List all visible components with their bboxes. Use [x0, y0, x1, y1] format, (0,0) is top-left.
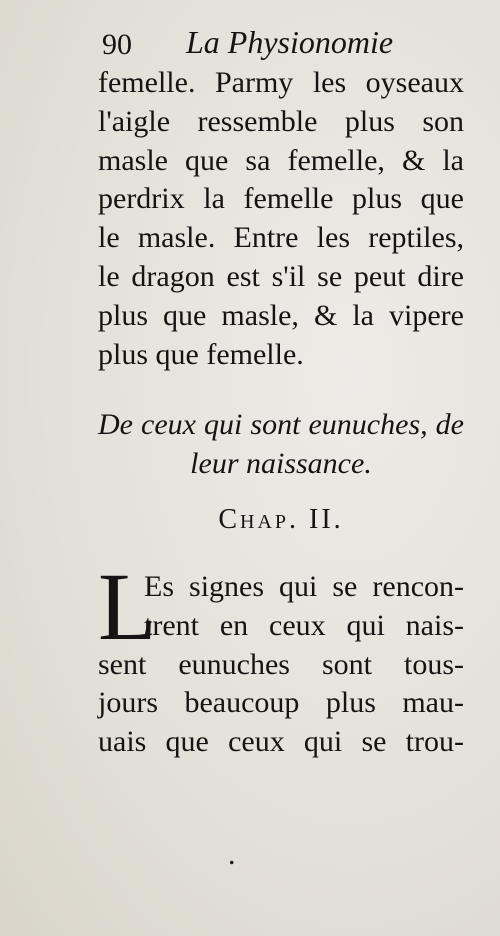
text-line: masle que sa femelle, & la — [98, 143, 464, 177]
text-line: sent eunuches sont tous- — [98, 647, 464, 681]
page-number: 90 — [102, 28, 132, 61]
text-line: le dragon est s'il se peut dire — [98, 259, 464, 293]
chapter-label: Chap. II. — [218, 504, 344, 535]
text-line: Es signes qui se rencon- — [144, 570, 464, 603]
section-heading — [98, 406, 464, 484]
text-line: femelle. Parmy les oyseaux — [98, 66, 464, 99]
section-heading-line: De ceux qui sont eunuches, de — [98, 408, 464, 441]
text-line: trent en ceux qui nais- — [144, 608, 464, 642]
body-text — [98, 64, 464, 374]
text-line: le masle. Entre les reptiles, — [98, 221, 464, 255]
running-title: La Physionomie — [186, 24, 394, 60]
text-line: l'aigle ressemble plus son — [98, 104, 464, 138]
text-line: perdrix la femelle plus que — [98, 182, 464, 216]
paragraph — [98, 568, 464, 762]
page-header — [100, 22, 470, 62]
section-heading-line: leur naissance. — [190, 446, 372, 480]
signature-mark: . — [228, 838, 236, 871]
text-line: jours beaucoup plus mau- — [98, 686, 464, 720]
text-line: plus que masle, & la vipere — [98, 298, 464, 332]
text-line: plus que femelle. — [98, 337, 304, 371]
drop-cap: L — [98, 553, 157, 660]
text-line: uais que ceux qui se trou- — [98, 725, 464, 759]
